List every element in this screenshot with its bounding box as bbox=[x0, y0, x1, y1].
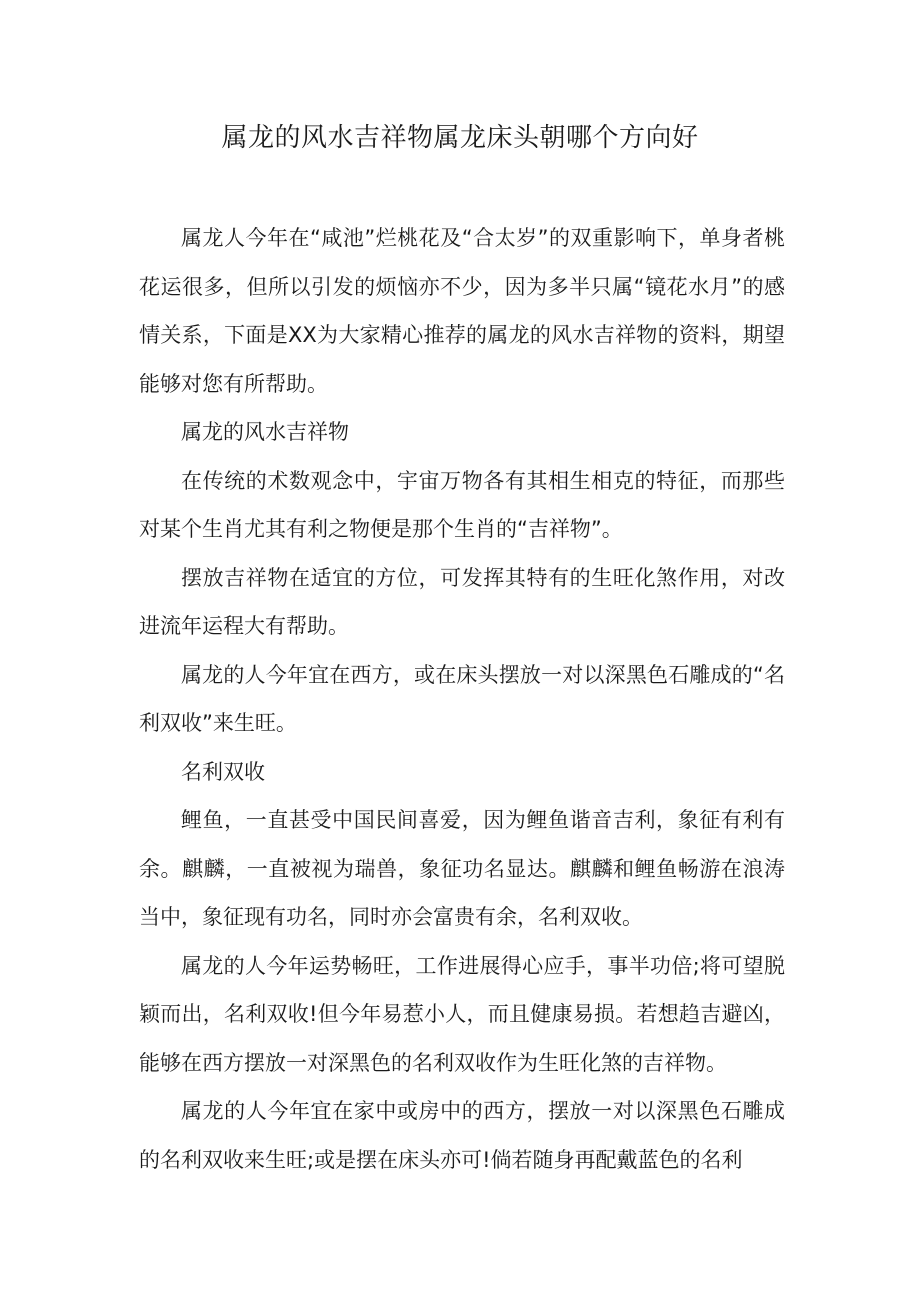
paragraph: 属龙人今年在“咸池”烂桃花及“合太岁”的双重影响下，单身者桃花运很多，但所以引发的烦恼亦不少，因为多半只属“镜花水月”的感情关系，下面是XX为大家精心推荐的属龙的风水吉祥物的资料，期望能够对您有所帮助。 bbox=[139, 226, 785, 396]
document-body bbox=[139, 214, 785, 1184]
paragraph: 鲤鱼，一直甚受中国民间喜爱，因为鲤鱼谐音吉利，象征有利有余。麒麟，一直被视为瑞兽，象征功名显达。麒麟和鲤鱼畅游在浪涛当中，象征现有功名，同时亦会富贵有余，名利双收。 bbox=[139, 808, 785, 929]
paragraph: 属龙的人今年宜在家中或房中的西方，摆放一对以深黑色石雕成的名利双收来生旺;或是摆在床头亦可!倘若随身再配戴蓝色的名利 bbox=[139, 1099, 785, 1172]
paragraph: 属龙的人今年运势畅旺，工作进展得心应手，事半功倍;将可望脱颖而出，名利双收!但今年易惹小人，而且健康易损。若想趋吉避凶，能够在西方摆放一对深黑色的名利双收作为生旺化煞的吉祥物。 bbox=[139, 953, 785, 1075]
section-heading: 属龙的风水吉祥物 bbox=[181, 420, 349, 444]
section-heading: 名利双收 bbox=[181, 759, 265, 784]
document-title: 属龙的风水吉祥物属龙床头朝哪个方向好 bbox=[221, 123, 699, 153]
paragraph: 摆放吉祥物在适宜的方位，可发挥其特有的生旺化煞作用，对改进流年运程大有帮助。 bbox=[139, 565, 785, 638]
paragraph: 属龙的人今年宜在西方，或在床头摆放一对以深黑色石雕成的“名利双收”来生旺。 bbox=[139, 662, 785, 735]
paragraph: 在传统的术数观念中，宇宙万物各有其相生相克的特征，而那些对某个生肖尤其有利之物便是那个生肖的“吉祥物”。 bbox=[139, 468, 785, 541]
